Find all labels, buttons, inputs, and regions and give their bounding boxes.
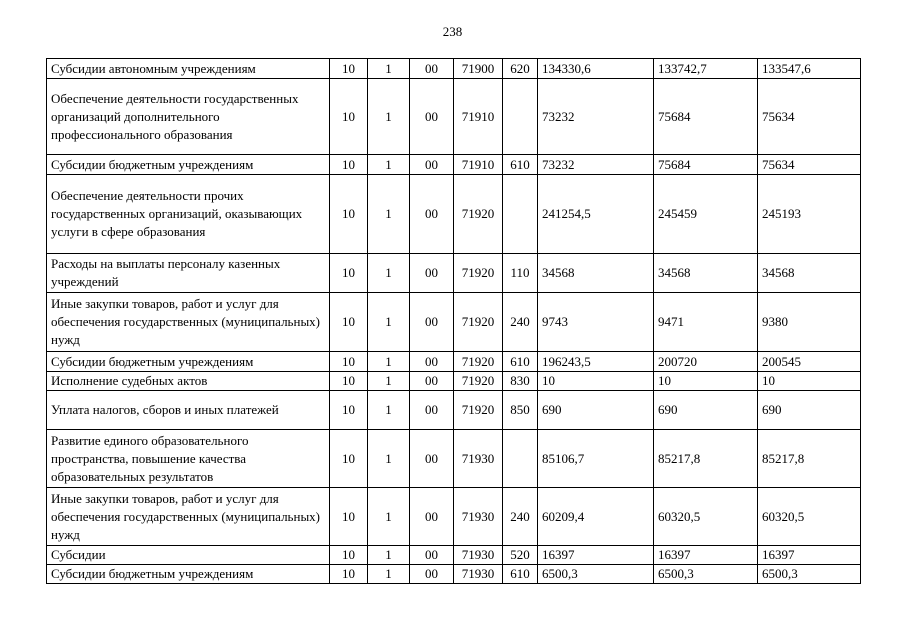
- subsection-code: 1: [368, 391, 410, 430]
- subsection-code: 1: [368, 546, 410, 565]
- row-name: Развитие единого образовательного пространства, повышение качества образовательных результатов: [47, 430, 330, 488]
- amount-year-1: 690: [538, 391, 654, 430]
- amount-year-3: 34568: [758, 254, 861, 293]
- amount-year-1: 241254,5: [538, 175, 654, 254]
- amount-year-1: 16397: [538, 546, 654, 565]
- table-row: [47, 175, 861, 254]
- expense-type-code: [503, 430, 538, 488]
- section-code: 10: [330, 293, 368, 352]
- table-row: [47, 391, 861, 430]
- target-article-code: 71900: [454, 59, 503, 79]
- section-code: 10: [330, 254, 368, 293]
- amount-year-1: 73232: [538, 79, 654, 155]
- budget-table: [46, 58, 861, 584]
- row-name: Обеспечение деятельности прочих государственных организаций, оказывающих услуги в сфере образования: [47, 175, 330, 254]
- amount-year-2: 85217,8: [654, 430, 758, 488]
- subsection-code: 1: [368, 175, 410, 254]
- amount-year-1: 73232: [538, 155, 654, 175]
- amount-year-3: 75634: [758, 79, 861, 155]
- program-code: 00: [410, 79, 454, 155]
- program-code: 00: [410, 59, 454, 79]
- expense-type-code: 610: [503, 352, 538, 372]
- subsection-code: 1: [368, 488, 410, 546]
- program-code: 00: [410, 372, 454, 391]
- target-article-code: 71920: [454, 254, 503, 293]
- section-code: 10: [330, 59, 368, 79]
- table-row: [47, 59, 861, 79]
- row-name: Исполнение судебных актов: [47, 372, 330, 391]
- amount-year-2: 75684: [654, 79, 758, 155]
- amount-year-2: 9471: [654, 293, 758, 352]
- subsection-code: 1: [368, 59, 410, 79]
- amount-year-3: 200545: [758, 352, 861, 372]
- table-row: [47, 488, 861, 546]
- section-code: 10: [330, 372, 368, 391]
- section-code: 10: [330, 488, 368, 546]
- row-name: Субсидии бюджетным учреждениям: [47, 565, 330, 584]
- target-article-code: 71920: [454, 352, 503, 372]
- row-name: Иные закупки товаров, работ и услуг для обеспечения государственных (муниципальных) нужд: [47, 293, 330, 352]
- row-name: Обеспечение деятельности государственных организаций дополнительного профессионального образования: [47, 79, 330, 155]
- amount-year-2: 60320,5: [654, 488, 758, 546]
- table-row: [47, 430, 861, 488]
- table-row: [47, 155, 861, 175]
- amount-year-2: 34568: [654, 254, 758, 293]
- amount-year-3: 85217,8: [758, 430, 861, 488]
- program-code: 00: [410, 352, 454, 372]
- amount-year-3: 16397: [758, 546, 861, 565]
- program-code: 00: [410, 430, 454, 488]
- amount-year-1: 134330,6: [538, 59, 654, 79]
- amount-year-1: 196243,5: [538, 352, 654, 372]
- section-code: 10: [330, 430, 368, 488]
- row-name: Уплата налогов, сборов и иных платежей: [47, 391, 330, 430]
- program-code: 00: [410, 565, 454, 584]
- target-article-code: 71910: [454, 79, 503, 155]
- section-code: 10: [330, 155, 368, 175]
- subsection-code: 1: [368, 254, 410, 293]
- amount-year-2: 200720: [654, 352, 758, 372]
- expense-type-code: [503, 79, 538, 155]
- target-article-code: 71930: [454, 565, 503, 584]
- subsection-code: 1: [368, 565, 410, 584]
- section-code: 10: [330, 352, 368, 372]
- amount-year-2: 16397: [654, 546, 758, 565]
- amount-year-1: 10: [538, 372, 654, 391]
- program-code: 00: [410, 175, 454, 254]
- program-code: 00: [410, 155, 454, 175]
- program-code: 00: [410, 254, 454, 293]
- amount-year-3: 60320,5: [758, 488, 861, 546]
- expense-type-code: 830: [503, 372, 538, 391]
- program-code: 00: [410, 546, 454, 565]
- section-code: 10: [330, 546, 368, 565]
- row-name: Расходы на выплаты персоналу казенных учреждений: [47, 254, 330, 293]
- amount-year-1: 85106,7: [538, 430, 654, 488]
- amount-year-1: 60209,4: [538, 488, 654, 546]
- target-article-code: 71910: [454, 155, 503, 175]
- expense-type-code: 240: [503, 293, 538, 352]
- expense-type-code: 240: [503, 488, 538, 546]
- amount-year-2: 245459: [654, 175, 758, 254]
- expense-type-code: 110: [503, 254, 538, 293]
- table-row: [47, 79, 861, 155]
- amount-year-3: 6500,3: [758, 565, 861, 584]
- table-row: [47, 565, 861, 584]
- section-code: 10: [330, 79, 368, 155]
- table-row: [47, 546, 861, 565]
- table-row: [47, 372, 861, 391]
- expense-type-code: [503, 175, 538, 254]
- target-article-code: 71920: [454, 391, 503, 430]
- amount-year-3: 245193: [758, 175, 861, 254]
- subsection-code: 1: [368, 155, 410, 175]
- target-article-code: 71920: [454, 175, 503, 254]
- amount-year-2: 133742,7: [654, 59, 758, 79]
- section-code: 10: [330, 391, 368, 430]
- row-name: Субсидии автономным учреждениям: [47, 59, 330, 79]
- target-article-code: 71930: [454, 430, 503, 488]
- table-row: [47, 293, 861, 352]
- amount-year-2: 75684: [654, 155, 758, 175]
- subsection-code: 1: [368, 293, 410, 352]
- program-code: 00: [410, 488, 454, 546]
- amount-year-2: 6500,3: [654, 565, 758, 584]
- row-name: Субсидии бюджетным учреждениям: [47, 352, 330, 372]
- subsection-code: 1: [368, 430, 410, 488]
- row-name: Субсидии бюджетным учреждениям: [47, 155, 330, 175]
- amount-year-3: 10: [758, 372, 861, 391]
- expense-type-code: 620: [503, 59, 538, 79]
- expense-type-code: 610: [503, 565, 538, 584]
- program-code: 00: [410, 293, 454, 352]
- page-number: 238: [442, 24, 463, 39]
- expense-type-code: 610: [503, 155, 538, 175]
- subsection-code: 1: [368, 372, 410, 391]
- target-article-code: 71930: [454, 488, 503, 546]
- row-name: Субсидии: [47, 546, 330, 565]
- target-article-code: 71920: [454, 293, 503, 352]
- amount-year-3: 75634: [758, 155, 861, 175]
- amount-year-2: 10: [654, 372, 758, 391]
- section-code: 10: [330, 175, 368, 254]
- program-code: 00: [410, 391, 454, 430]
- amount-year-3: 690: [758, 391, 861, 430]
- table-row: [47, 254, 861, 293]
- expense-type-code: 520: [503, 546, 538, 565]
- subsection-code: 1: [368, 352, 410, 372]
- row-name: Иные закупки товаров, работ и услуг для обеспечения государственных (муниципальных) нужд: [47, 488, 330, 546]
- subsection-code: 1: [368, 79, 410, 155]
- table-row: [47, 352, 861, 372]
- amount-year-2: 690: [654, 391, 758, 430]
- amount-year-1: 9743: [538, 293, 654, 352]
- section-code: 10: [330, 565, 368, 584]
- amount-year-3: 9380: [758, 293, 861, 352]
- amount-year-1: 34568: [538, 254, 654, 293]
- amount-year-1: 6500,3: [538, 565, 654, 584]
- amount-year-3: 133547,6: [758, 59, 861, 79]
- target-article-code: 71920: [454, 372, 503, 391]
- target-article-code: 71930: [454, 546, 503, 565]
- expense-type-code: 850: [503, 391, 538, 430]
